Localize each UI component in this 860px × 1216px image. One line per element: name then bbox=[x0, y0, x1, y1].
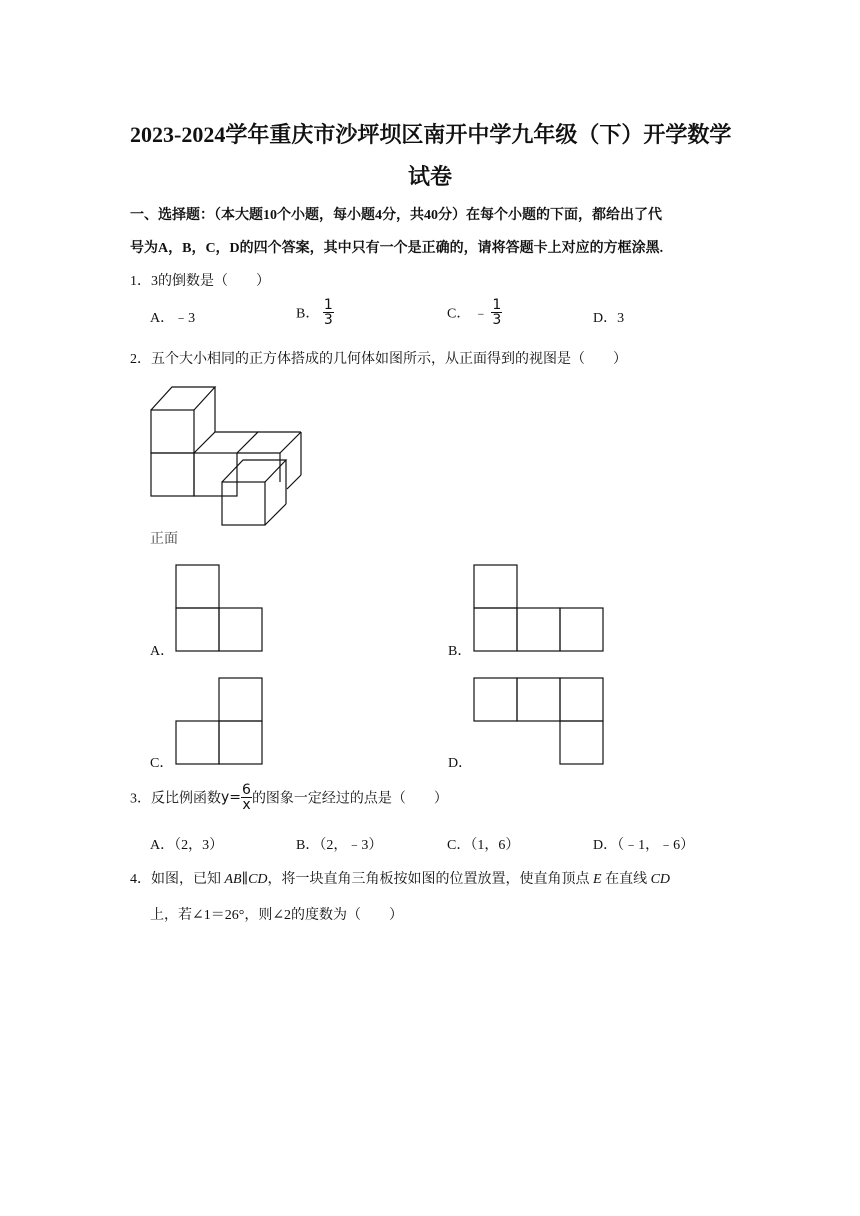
fraction-denominator: 3 bbox=[492, 312, 502, 328]
question-1-stem: 1．3的倒数是（ ） bbox=[130, 274, 270, 289]
question-3-option-c: C．（1，6） bbox=[447, 838, 520, 853]
question-4-text-c: 在直线 bbox=[601, 872, 651, 887]
parallel-lines-ab-cd: AB∥CD bbox=[224, 872, 268, 887]
question-3-suffix: 的图象一定经过的点是（ ） bbox=[251, 791, 448, 807]
question-1-option-a: A．﹣3 bbox=[150, 311, 196, 326]
option-c-label: C． bbox=[447, 306, 471, 322]
fraction-numerator: 6 bbox=[242, 782, 251, 798]
question-4-stem-line2: 上，若∠1＝26°，则∠2的度数为（ ） bbox=[150, 908, 404, 923]
question-3-option-a: A．（2，3） bbox=[150, 838, 224, 853]
option-b-view bbox=[474, 565, 603, 651]
page-title-continued: 试卷 bbox=[408, 164, 453, 189]
fraction-numerator: 1 bbox=[323, 297, 333, 313]
fraction-denominator: 3 bbox=[323, 312, 333, 328]
page-title: 2023-2024学年重庆市沙坪坝区南开中学九年级（下）开学数学 bbox=[130, 122, 732, 147]
option-a-view bbox=[176, 565, 262, 651]
option-b-label: B． bbox=[296, 306, 320, 322]
question-3-option-b: B．（2，﹣3） bbox=[296, 838, 383, 853]
section-instructions-line2: 号为A，B，C，D的四个答案，其中只有一个是正确的，请将答题卡上对应的方框涂黑. bbox=[130, 241, 664, 256]
function-fraction bbox=[241, 783, 252, 812]
question-1-option-d: D．3 bbox=[593, 311, 625, 326]
minus-sign: ﹣ bbox=[473, 306, 488, 322]
fraction-numerator: 1 bbox=[492, 297, 502, 313]
point-e: E bbox=[593, 872, 602, 887]
function-lhs: y= bbox=[221, 789, 242, 806]
question-4-text-b: ，将一块直角三角板按如图的位置放置，使直角顶点 bbox=[267, 872, 594, 887]
question-2-option-a: A． bbox=[150, 644, 175, 659]
figure-label-front: 正面 bbox=[150, 532, 178, 547]
fraction-denominator: x bbox=[242, 797, 251, 813]
question-4-stem-line1 bbox=[130, 868, 670, 888]
question-2-stem: 2．五个大小相同的正方体搭成的几何体如图所示，从正面得到的视图是（ ） bbox=[130, 352, 627, 367]
section-instructions-line1: 一、选择题：（本大题10个小题，每小题4分，共40分）在每个小题的下面，都给出了代 bbox=[130, 208, 662, 223]
question-3-stem bbox=[130, 783, 448, 812]
option-c-view bbox=[176, 678, 262, 764]
option-d-view bbox=[474, 678, 603, 764]
question-3-prefix: 3．反比例函数 bbox=[130, 791, 221, 807]
line-cd: CD bbox=[650, 872, 671, 887]
question-4-text-a: 4．如图，已知 bbox=[130, 872, 225, 887]
question-2-option-b: B． bbox=[448, 644, 472, 659]
question-2-option-d: D． bbox=[448, 756, 473, 771]
question-2-option-c: C． bbox=[150, 756, 174, 771]
question-3-option-d: D．（﹣1，﹣6） bbox=[593, 838, 695, 853]
